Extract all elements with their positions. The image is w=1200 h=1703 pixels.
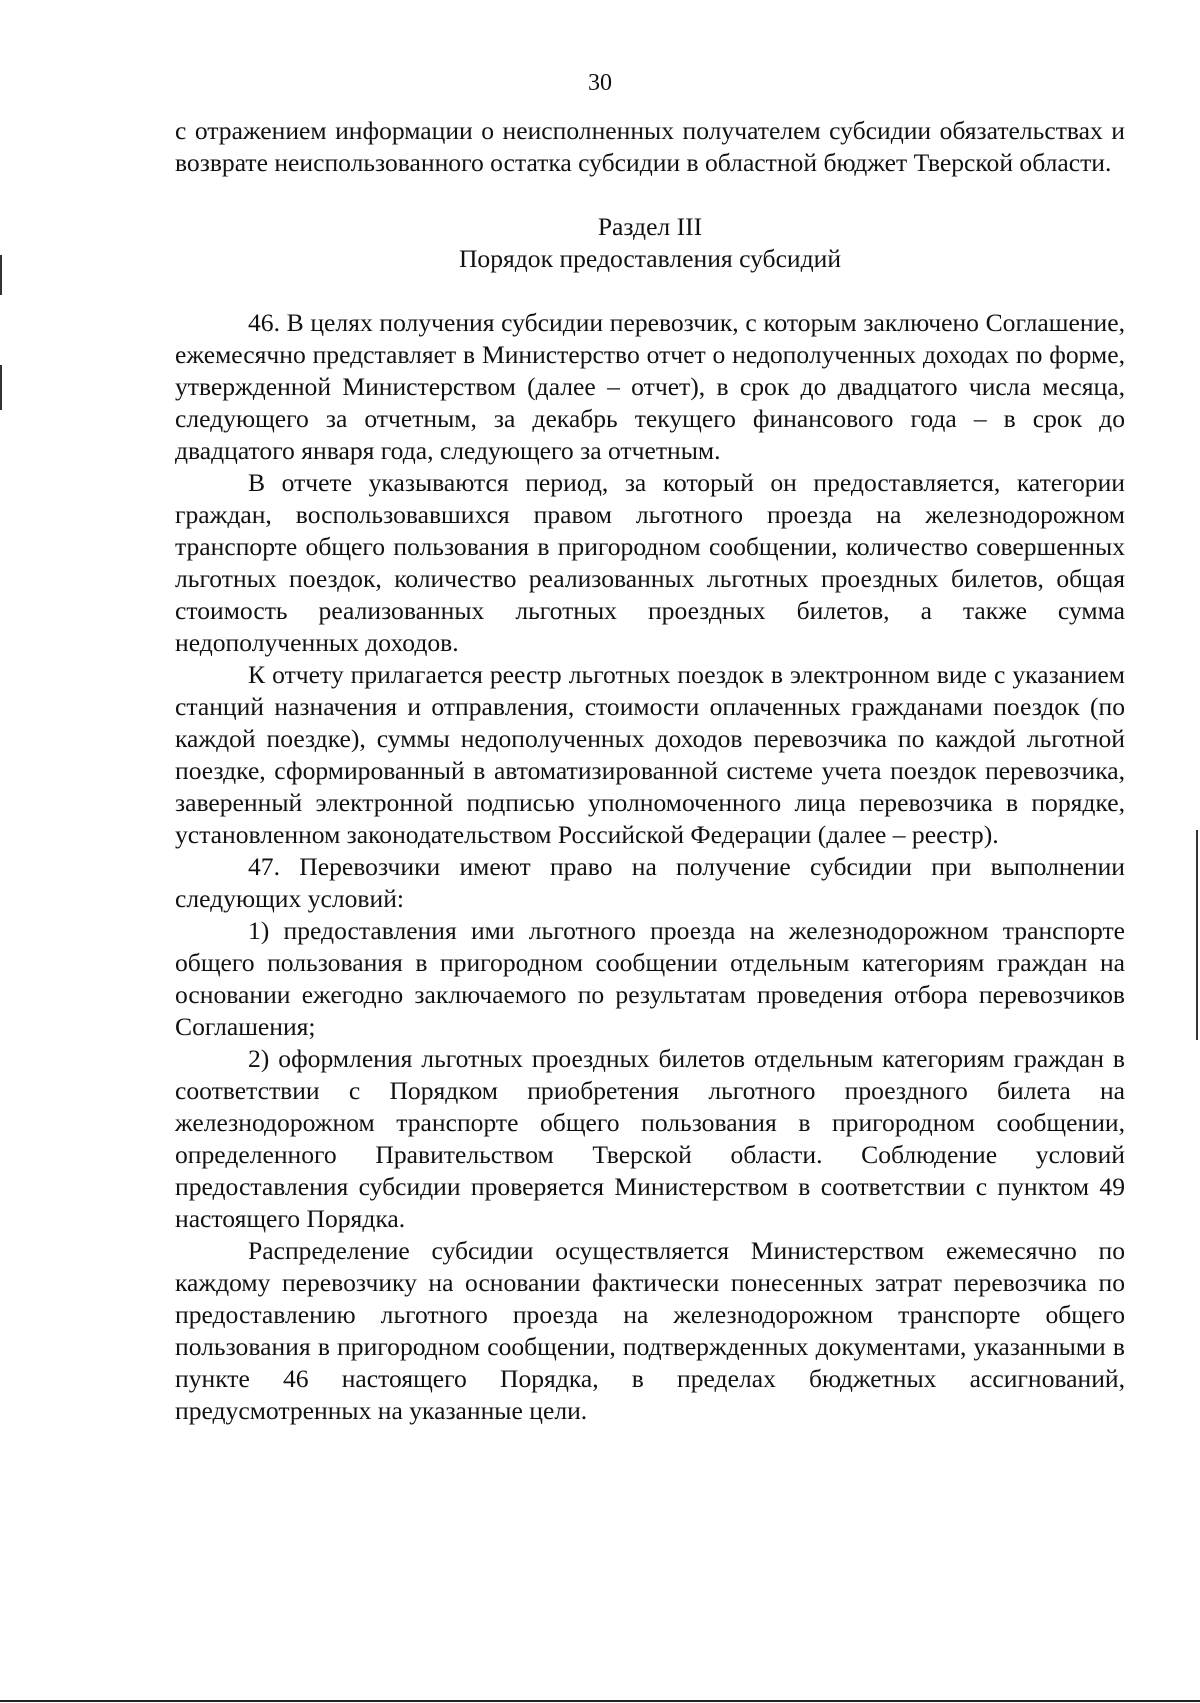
scan-edge-mark [1196, 830, 1198, 1040]
section-title: Раздел III [597, 212, 703, 241]
paragraph-continuation: с отражением информации о неисполненных получателем субсидии обязательствах и возврате неиспользованного остатка субсидии в областной бюджет Тверской области. [175, 116, 1125, 177]
scan-edge-mark [0, 365, 2, 410]
scan-edge-mark [0, 255, 2, 295]
paragraph-46-report-contents: В отчете указываются период, за который он предоставляется, категории граждан, воспользовавшихся правом льготного проезда на железнодорожном транспорте общего пользования в пригородном сообщении, количество совершенных льготных поездок, количество реализованных льготных проездных билетов, общая стоимость реализованных льготных проездных билетов, а также сумма недополученных доходов. [175, 468, 1125, 657]
paragraph-47-condition-1: 1) предоставления ими льготного проезда на железнодорожном транспорте общего пользования в пригородном сообщении отдельным категориям граждан на основании ежегодно заключаемого по результатам проведения отбора перевозчиков Соглашения; [175, 916, 1125, 1041]
section-subtitle: Порядок предоставления субсидий [458, 244, 842, 273]
page-number: 30 [588, 70, 612, 96]
document-body [175, 115, 1125, 1427]
paragraph-47-condition-2: 2) оформления льготных проездных билетов отдельным категориям граждан в соответствии с Порядком приобретения льготного проездного билета на железнодорожном транспорте общего пользования в пригородном сообщении, определенного Правительством Тверской области. Соблюдение условий предоставления субсидии проверяется Министерством в соответствии с пунктом 49 настоящего Порядка. [175, 1044, 1125, 1233]
paragraph-46: 46. В целях получения субсидии перевозчик, с которым заключено Соглашение, ежемесячно представляет в Министерство отчет о недополученных доходах по форме, утвержденной Министерством (далее – отчет), в срок до двадцатого числа месяца, следующего за отчетным, за декабрь текущего финансового года – в срок до двадцатого января года, следующего за отчетным. [175, 308, 1125, 465]
scan-bottom-line [0, 1700, 1200, 1702]
paragraph-47-distribution: Распределение субсидии осуществляется Министерством ежемесячно по каждому перевозчику на основании фактически понесенных затрат перевозчика по предоставлению льготного проезда на железнодорожном транспорте общего пользования в пригородном сообщении, подтвержденных документами, указанными в пункте 46 настоящего Порядка, в пределах бюджетных ассигнований, предусмотренных на указанные цели. [175, 1236, 1125, 1425]
paragraph-46-registry: К отчету прилагается реестр льготных поездок в электронном виде с указанием станций назначения и отправления, стоимости оплаченных гражданами поездок (по каждой поездке), суммы недополученных доходов перевозчика по каждой льготной поездке, сформированный в автоматизированной системе учета поездок перевозчика, заверенный электронной подписью уполномоченного лица перевозчика в порядке, установленном законодательством Российской Федерации (далее – реестр). [175, 660, 1125, 849]
paragraph-47: 47. Перевозчики имеют право на получение субсидии при выполнении следующих условий: [175, 852, 1125, 913]
